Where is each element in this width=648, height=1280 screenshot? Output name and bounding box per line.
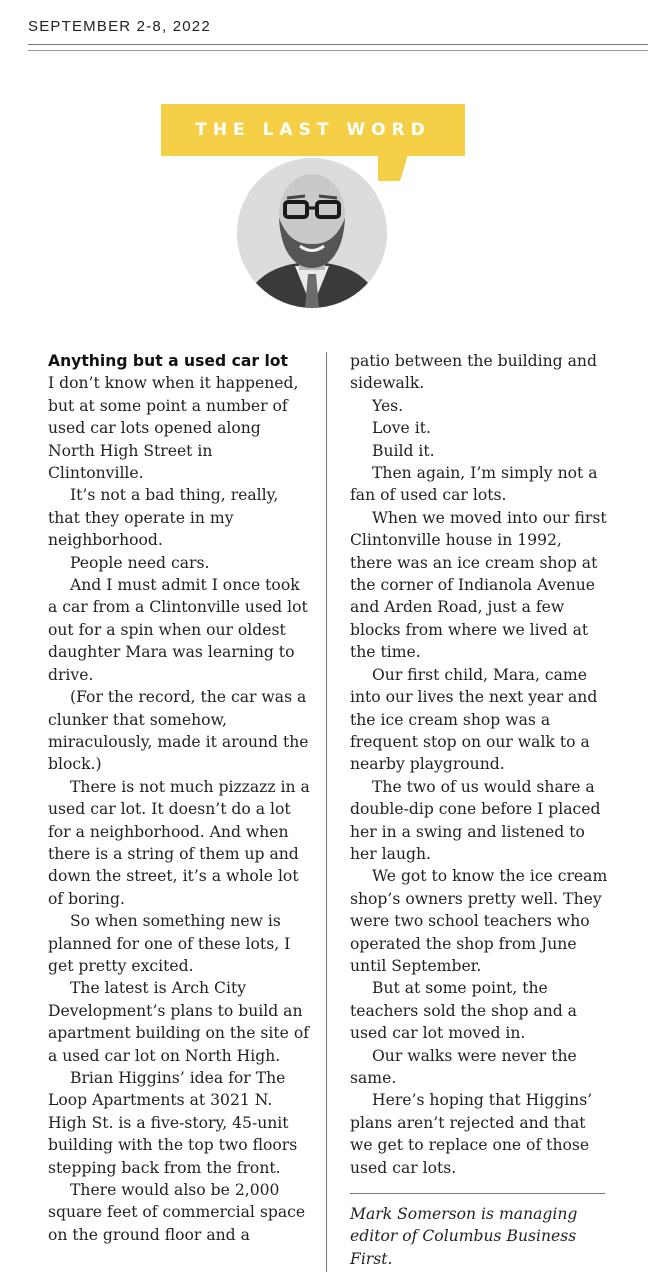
paragraph: Here’s hoping that Higgins’ plans aren’t rejected and that we get to replace one of those used car lots. (350, 1091, 593, 1177)
paragraph: There would also be 2,000 square feet of commercial space on the ground floor and a (48, 1181, 306, 1244)
paragraph: There is not much pizzazz in a used car lot. It doesn’t do a lot for a neighborhood. And when there is a string of them up and down the street, it’s a whole lot of boring. (48, 777, 310, 908)
article-column-right (350, 350, 608, 1179)
speech-bubble-tail (378, 155, 408, 181)
paragraph: The latest is Arch City Development’s plans to build an apartment building on the site of a used car lot on North High. (48, 979, 310, 1065)
article-headline: Anything but a used car lot (48, 352, 288, 370)
paragraph: But at some point, the teachers sold the shop and a used car lot moved in. (350, 979, 577, 1043)
section-banner (161, 104, 465, 156)
dateline: SEPTEMBER 2-8, 2022 (28, 18, 211, 35)
paragraph: It’s not a bad thing, really, that they operate in my neighborhood. (48, 486, 279, 550)
paragraph: Then again, I’m simply not a fan of used car lots. (350, 464, 598, 505)
bio-divider (350, 1193, 605, 1194)
paragraph: So when something new is planned for one of these lots, I get pretty excited. (48, 912, 291, 975)
paragraph: (For the record, the car was a clunker that somehow, miraculously, made it around the block.) (48, 688, 309, 774)
paragraph: The two of us would share a double-dip cone before I placed her in a swing and listened to her laugh. (350, 777, 601, 863)
banner-title: THE LAST WORD (195, 120, 431, 140)
author-bio: Mark Somerson is managing editor of Columbus Business First. (350, 1205, 578, 1268)
article-column-left (48, 350, 310, 1246)
paragraph: Our first child, Mara, came into our lives the next year and the ice cream shop was a frequent stop on our walk to a nearby playground. (350, 665, 598, 774)
paragraph: Build it. (372, 441, 435, 460)
paragraph: We got to know the ice cream shop’s owners pretty well. They were two school teachers who operated the shop from June until September. (350, 867, 608, 975)
paragraph: I don’t know when it happened, but at some point a number of used car lots opened along North High Street in Clintonville. (48, 374, 299, 483)
paragraph: Love it. (372, 419, 431, 438)
author-photo (237, 158, 387, 308)
header-rule (28, 44, 648, 45)
header-rule-secondary (28, 50, 648, 51)
paragraph: When we moved into our first Clintonville house in 1992, there was an ice cream shop at the corner of Indianola Avenue and Arden Road, just a few blocks from where we lived at the time. (350, 508, 607, 662)
paragraph: Brian Higgins’ idea for The Loop Apartments at 3021 N. High St. is a five-story, 45-unit building with the top two floors stepping back from the front. (48, 1069, 298, 1177)
paragraph: People need cars. (70, 553, 210, 572)
paragraph: And I must admit I once took a car from a Clintonville used lot out for a spin when our oldest daughter Mara was learning to drive. (48, 576, 308, 684)
paragraph: patio between the building and sidewalk. (350, 352, 597, 393)
paragraph: Our walks were never the same. (350, 1046, 577, 1087)
paragraph: Yes. (372, 396, 404, 415)
column-divider (326, 352, 327, 1272)
